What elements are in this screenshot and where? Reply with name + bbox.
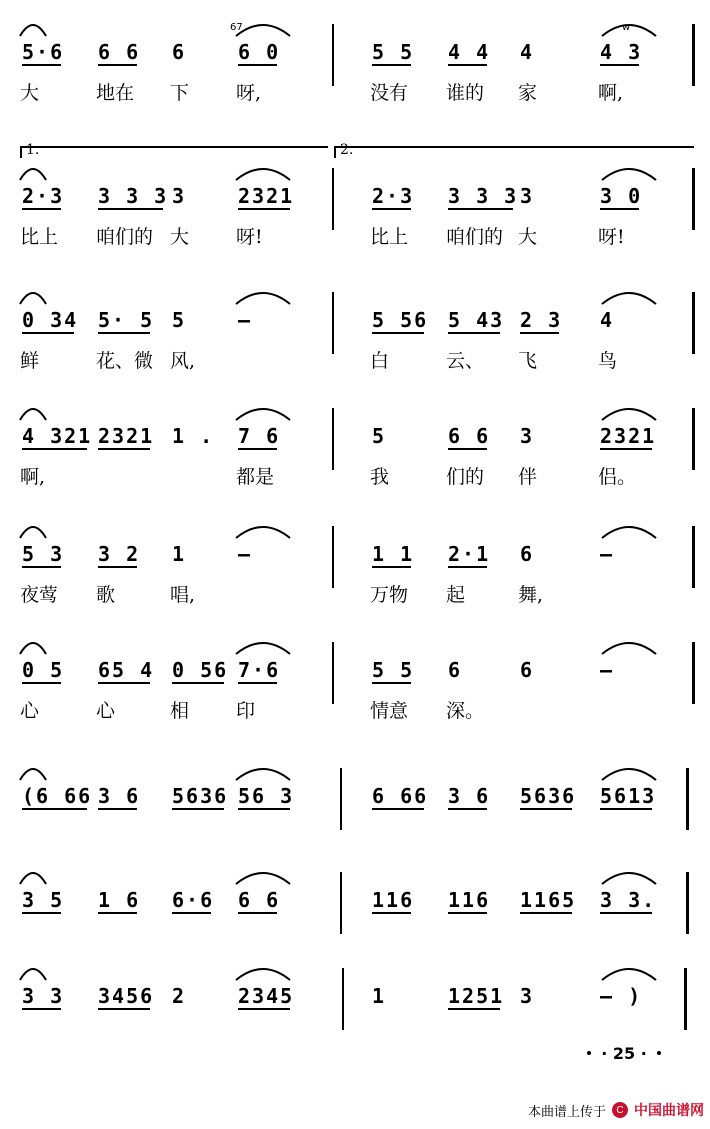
score-system (0, 408, 710, 498)
barline (692, 292, 695, 354)
lyric: 起 (446, 584, 466, 606)
beam-underline (238, 448, 277, 450)
beam-underline (98, 64, 137, 66)
score-system (0, 642, 710, 732)
lyric: 没有 (370, 82, 409, 104)
volta-bracket (334, 146, 694, 158)
note-group: 116 (372, 888, 415, 912)
barline (332, 292, 334, 354)
beam-underline (98, 332, 150, 334)
barline (692, 642, 695, 704)
note-group: 6 6 (448, 424, 491, 448)
note-group: – (238, 542, 253, 566)
lyric: 万物 (370, 584, 409, 606)
beam-underline (600, 64, 639, 66)
score-system (0, 768, 710, 858)
note-group: 5 (172, 308, 187, 332)
lyric: 啊, (20, 466, 46, 488)
beam-underline (372, 682, 411, 684)
lyric: 大 (518, 226, 538, 248)
beam-underline (98, 1008, 150, 1010)
note-group: 3 0 (600, 184, 643, 208)
beam-underline (448, 566, 487, 568)
beam-underline (600, 208, 639, 210)
lyric: 谁的 (446, 82, 485, 104)
note-group: 2·1 (448, 542, 491, 566)
note-group: 6 66 (372, 784, 429, 808)
lyric: 情意 (370, 700, 409, 722)
beam-underline (520, 912, 572, 914)
beam-underline (600, 912, 652, 914)
beam-underline (238, 912, 277, 914)
page-ornament (584, 1044, 664, 1062)
beam-underline (600, 808, 652, 810)
beam-underline (448, 1008, 500, 1010)
note-group: 3 3. (600, 888, 657, 912)
barline (332, 408, 334, 470)
note-group: 116 (448, 888, 491, 912)
lyric: 舞, (518, 584, 544, 606)
beam-underline (600, 448, 652, 450)
note-group: 4 4 (448, 40, 491, 64)
score-system (0, 142, 710, 258)
beam-underline (238, 208, 290, 210)
beam-underline (448, 64, 487, 66)
note-group: 3 6 (448, 784, 491, 808)
beam-underline (448, 208, 513, 210)
note-group: 5· 5 (98, 308, 155, 332)
note-group: 1251 (448, 984, 505, 1008)
note-group: 6 (520, 542, 535, 566)
beam-underline (448, 332, 500, 334)
note-group: 5·6 (22, 40, 65, 64)
beam-underline (22, 566, 61, 568)
lyric: 咱们的 (96, 226, 154, 248)
lyric: 花、微 (96, 350, 154, 372)
lyric: 印 (236, 700, 256, 722)
note-group: 2·3 (22, 184, 65, 208)
note-group: 5613 (600, 784, 657, 808)
note-group: 3 (520, 984, 535, 1008)
note-group: 5 43 (448, 308, 505, 332)
beam-underline (448, 808, 487, 810)
lyric: 比上 (370, 226, 409, 248)
barline (686, 872, 689, 934)
beam-underline (22, 448, 87, 450)
note-group: 3 2 (98, 542, 141, 566)
lyric: 歌 (96, 584, 116, 606)
site-logo-icon: C (612, 1102, 628, 1118)
note-group: 6 (172, 40, 187, 64)
note-group: 1 1 (372, 542, 415, 566)
beam-underline (98, 566, 137, 568)
note-group: – (600, 658, 615, 682)
note-group: 4 (520, 40, 535, 64)
beam-underline (520, 332, 559, 334)
lyric: 心 (20, 700, 40, 722)
page-number: · 25 · (601, 1044, 647, 1062)
lyric: 唱, (170, 584, 196, 606)
note-group: 3 3 3 (98, 184, 169, 208)
note-group: 5 5 (372, 658, 415, 682)
barline (332, 642, 334, 704)
barline (340, 768, 342, 830)
beam-underline (238, 808, 290, 810)
volta-label: 2. (340, 142, 354, 158)
note-group: 5 5 (372, 40, 415, 64)
note-group: 1 6 (98, 888, 141, 912)
note-group: 4 (600, 308, 615, 332)
beam-underline (22, 682, 61, 684)
lyric: 夜莺 (20, 584, 59, 606)
footer-text: 本曲谱上传于 (527, 1103, 606, 1119)
lyric: 呀! (236, 226, 263, 248)
beam-underline (172, 808, 224, 810)
lyric: 啊, (598, 82, 624, 104)
lyric: 大 (170, 226, 190, 248)
beam-underline (448, 448, 487, 450)
score-system (0, 292, 710, 382)
lyric: 我 (370, 466, 390, 488)
note-group: 6 (520, 658, 535, 682)
beam-underline (520, 808, 572, 810)
note-group: 3 3 (22, 984, 65, 1008)
beam-underline (172, 912, 211, 914)
note-group: 7·6 (238, 658, 281, 682)
note-group: 6 6 (238, 888, 281, 912)
barline (684, 968, 687, 1030)
note-group: 1 . (172, 424, 215, 448)
lyric: 鲜 (20, 350, 40, 372)
lyric: 家 (518, 82, 538, 104)
barline (332, 24, 334, 86)
barline (332, 526, 334, 588)
beam-underline (22, 64, 61, 66)
note-group: 1 (172, 542, 187, 566)
note-group: 2321 (600, 424, 657, 448)
note-group: 3 5 (22, 888, 65, 912)
note-group: 5 3 (22, 542, 65, 566)
note-group: – ) (600, 984, 643, 1008)
beam-underline (98, 682, 150, 684)
note-group: 3 3 3 (448, 184, 519, 208)
beam-underline (238, 1008, 290, 1010)
note-group: – (600, 542, 615, 566)
beam-underline (372, 808, 424, 810)
beam-underline (372, 208, 411, 210)
note-group: 6·6 (172, 888, 215, 912)
note-group: 2·3 (372, 184, 415, 208)
beam-underline (372, 566, 411, 568)
lyric: 鸟 (598, 350, 618, 372)
beam-underline (22, 808, 87, 810)
note-group: 56 3 (238, 784, 295, 808)
beam-underline (172, 682, 224, 684)
barline (332, 168, 334, 230)
barline (692, 24, 695, 86)
note-group: 0 56 (172, 658, 229, 682)
beam-underline (372, 332, 424, 334)
beam-underline (98, 208, 163, 210)
beam-underline (98, 808, 137, 810)
lyric: 们的 (446, 466, 485, 488)
barline (340, 872, 342, 934)
beam-underline (448, 912, 487, 914)
note-group: 1165 (520, 888, 577, 912)
volta-label: 1. (26, 142, 40, 158)
barline (692, 168, 695, 230)
barline (692, 526, 695, 588)
note-group: 6 (448, 658, 463, 682)
beam-underline (372, 64, 411, 66)
barline (686, 768, 689, 830)
lyric: 相 (170, 700, 190, 722)
lyric: 地在 (96, 82, 135, 104)
note-group: 4 321 (22, 424, 93, 448)
note-group: 6 0 (238, 40, 281, 64)
beam-underline (22, 1008, 61, 1010)
lyric: 都是 (236, 466, 275, 488)
grace-mark: 67 (230, 22, 243, 33)
note-group: (6 66 (22, 784, 93, 808)
lyric: 侣。 (598, 466, 637, 488)
grace-mark: w (622, 22, 631, 33)
lyric: 伴 (518, 466, 538, 488)
note-group: 1 (372, 984, 387, 1008)
lyric: 呀, (236, 82, 262, 104)
note-group: – (238, 308, 253, 332)
beam-underline (22, 332, 74, 334)
note-group: 5636 (520, 784, 577, 808)
note-group: 65 4 (98, 658, 155, 682)
note-group: 2 3 (520, 308, 563, 332)
volta-bracket (20, 146, 328, 158)
note-group: 3 (520, 424, 535, 448)
score-system (0, 526, 710, 616)
note-group: 3 (520, 184, 535, 208)
beam-underline (22, 912, 61, 914)
note-group: 0 34 (22, 308, 79, 332)
lyric: 咱们的 (446, 226, 504, 248)
lyric: 比上 (20, 226, 59, 248)
lyric: 呀! (598, 226, 625, 248)
beam-underline (22, 208, 61, 210)
note-group: 2 (172, 984, 187, 1008)
barline (692, 408, 695, 470)
lyric: 风, (170, 350, 196, 372)
note-group: 3 (172, 184, 187, 208)
beam-underline (238, 682, 277, 684)
note-group: 0 5 (22, 658, 65, 682)
note-group: 7 6 (238, 424, 281, 448)
lyric: 白 (370, 350, 390, 372)
note-group: 6 6 (98, 40, 141, 64)
beam-underline (98, 448, 150, 450)
footer (528, 1100, 704, 1120)
lyric: 深。 (446, 700, 485, 722)
note-group: 5 56 (372, 308, 429, 332)
note-group: 5 (372, 424, 387, 448)
score-system (0, 872, 710, 962)
note-group: 3456 (98, 984, 155, 1008)
beam-underline (372, 912, 411, 914)
lyric: 飞 (518, 350, 538, 372)
lyric: 大 (20, 82, 40, 104)
beam-underline (238, 64, 277, 66)
score-system (0, 24, 710, 114)
beam-underline (98, 912, 137, 914)
note-group: 5636 (172, 784, 229, 808)
lyric: 下 (170, 82, 190, 104)
lyric: 云、 (446, 350, 485, 372)
note-group: 2321 (98, 424, 155, 448)
barline (342, 968, 344, 1030)
footer-brand[interactable]: 中国曲谱网 (634, 1102, 704, 1118)
note-group: 2345 (238, 984, 295, 1008)
lyric: 心 (96, 700, 116, 722)
note-group: 2321 (238, 184, 295, 208)
note-group: 3 6 (98, 784, 141, 808)
note-group: 4 3 (600, 40, 643, 64)
